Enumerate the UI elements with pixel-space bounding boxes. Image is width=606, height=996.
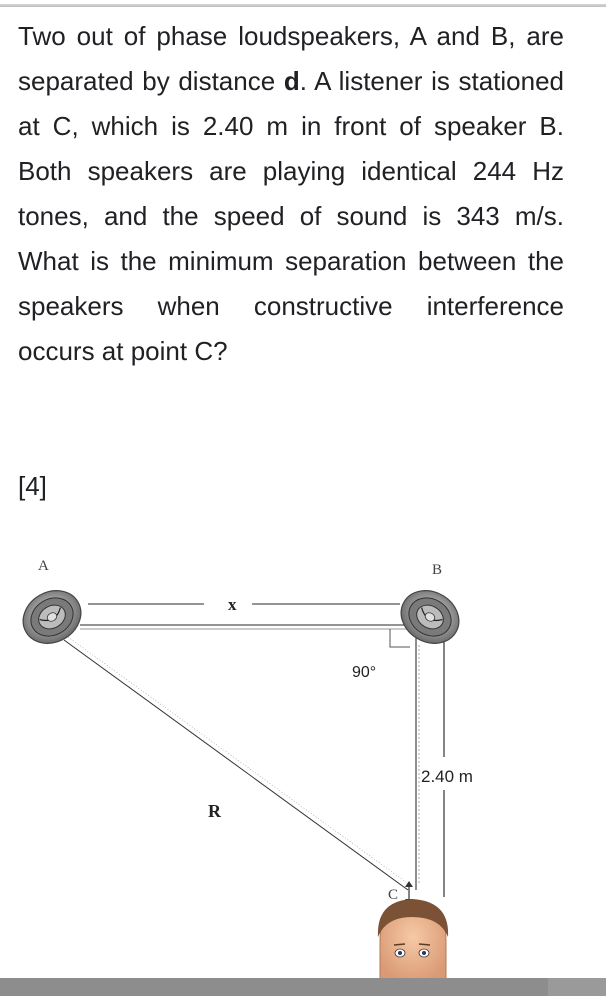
right-angle-marker <box>390 629 410 647</box>
x-label: x <box>228 595 237 614</box>
speaker-b-icon <box>392 580 469 653</box>
point-c-label: C <box>388 887 399 903</box>
listener-icon <box>378 899 448 985</box>
speaker-a-label: A <box>38 558 49 574</box>
top-edge <box>0 0 606 10</box>
speaker-diagram <box>0 545 606 985</box>
bottom-edge <box>0 978 606 996</box>
speaker-a-icon <box>14 580 91 653</box>
angle-label: 90° <box>352 664 377 681</box>
distance-label: 2.40 m <box>421 767 473 786</box>
question-part-2: . A listener is stationed at C, which is 2.40 m in front of speaker B. Both speakers are playing identical 244 Hz tones, and the speed of sound is 343 m/s. What is the minimum separation between the speakers when constructive interference occurs at point C? <box>18 66 564 366</box>
r-label: R <box>208 801 221 821</box>
marks-label: [4] <box>18 471 47 501</box>
distance-symbol: d <box>283 66 300 96</box>
question-part-1: Two out of phase loudspeakers, A and B, are separated by distance <box>18 21 564 96</box>
question-text <box>18 14 564 374</box>
speaker-b-label: B <box>432 562 443 578</box>
